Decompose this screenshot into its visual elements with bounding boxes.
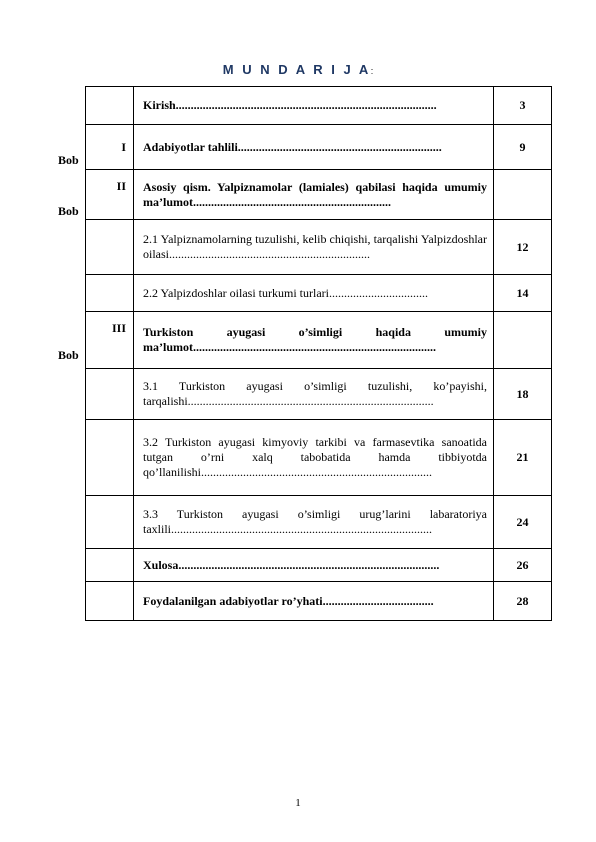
toc-row-kirish xyxy=(86,87,552,125)
toc-row-section-2-2 xyxy=(86,275,552,312)
toc-row-title: 2.2 Yalpizdoshlar oilasi turkumi turlari................................. xyxy=(134,275,494,312)
toc-row-title: 2.1 Yalpiznamolarning tuzulishi, kelib chiqishi, tarqalishi Yalpizdoshlar oilasi................................................................... xyxy=(134,220,494,275)
page-number: 1 xyxy=(295,797,301,809)
toc-row-number xyxy=(86,275,134,312)
toc-row-number xyxy=(86,496,134,549)
toc-row-references xyxy=(86,582,552,621)
toc-row-number: I xyxy=(86,125,134,170)
toc-row-page: 12 xyxy=(494,220,552,275)
toc-row-title: Adabiyotlar tahlili.................................................................... xyxy=(134,125,494,170)
toc-row-number xyxy=(86,420,134,496)
toc-row-section-3-3 xyxy=(86,496,552,549)
toc-row-title: 3.1 Turkiston ayugasi o’simligi tuzulishi, ko’payishi, tarqalishi.................................................................................. xyxy=(134,369,494,420)
toc-row-chapter-2 xyxy=(86,170,552,220)
toc-row-title: Xulosa....................................................................................... xyxy=(134,549,494,582)
toc-row-number xyxy=(86,549,134,582)
toc-row-title: Asosiy qism. Yalpiznamolar (lamiales) qabilasi haqida umumiy ma’lumot.................................................................. xyxy=(134,170,494,220)
toc-row-page: 14 xyxy=(494,275,552,312)
toc-row-chapter-1 xyxy=(86,125,552,170)
bob-label-2: Bob xyxy=(58,204,79,218)
toc-row-number xyxy=(86,369,134,420)
toc-row-number: II xyxy=(86,170,134,220)
bob-label-3: Bob xyxy=(58,348,79,362)
table-of-contents xyxy=(85,86,552,621)
toc-row-number xyxy=(86,87,134,125)
toc-row-section-3-2 xyxy=(86,420,552,496)
toc-row-title: Foydalanilgan adabiyotlar ro’yhati..................................... xyxy=(134,582,494,621)
toc-row-page: 21 xyxy=(494,420,552,496)
toc-row-title: 3.2 Turkiston ayugasi kimyoviy tarkibi va farmasevtika sanoatida tutgan o’rni xalq tabobatida hamda tibbiyotda qo’llanilishi............................................................................. xyxy=(134,420,494,496)
toc-row-page: 3 xyxy=(494,87,552,125)
toc-row-number xyxy=(86,220,134,275)
toc-row-page: 9 xyxy=(494,125,552,170)
title-colon: : xyxy=(370,66,374,76)
toc-row-number: III xyxy=(86,312,134,369)
toc-row-title: Turkiston ayugasi o’simligi haqida umumiy ma’lumot................................................................................. xyxy=(134,312,494,369)
toc-row-page: 18 xyxy=(494,369,552,420)
toc-row-section-2-1 xyxy=(86,220,552,275)
toc-row-page xyxy=(494,170,552,220)
toc-row-page xyxy=(494,312,552,369)
bob-label-1: Bob xyxy=(58,153,79,167)
toc-row-page: 26 xyxy=(494,549,552,582)
toc-row-page: 24 xyxy=(494,496,552,549)
toc-row-number xyxy=(86,582,134,621)
toc-row-section-3-1 xyxy=(86,369,552,420)
toc-row-chapter-3 xyxy=(86,312,552,369)
toc-row-title: Kirish....................................................................................... xyxy=(134,87,494,125)
toc-row-title: 3.3 Turkiston ayugasi o’simligi urug’larini labaratoriya taxlili....................................................................................... xyxy=(134,496,494,549)
toc-row-xulosa xyxy=(86,549,552,582)
document-title: M U N D A R I J A: xyxy=(222,62,374,77)
toc-row-page: 28 xyxy=(494,582,552,621)
